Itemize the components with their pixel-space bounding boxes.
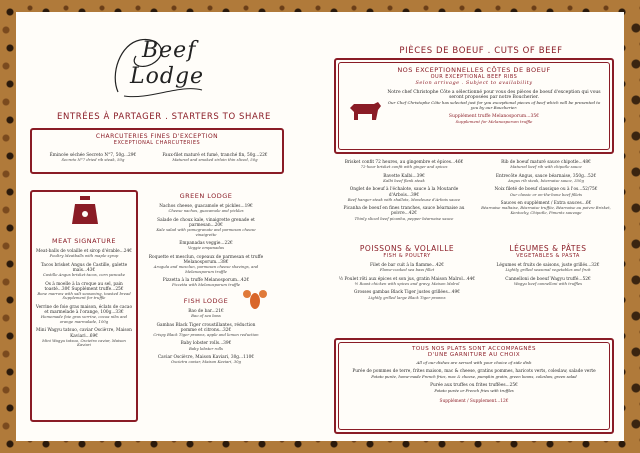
list-item	[334, 206, 474, 221]
menu-card	[16, 12, 624, 441]
list-item	[154, 153, 276, 163]
item-name: Mini Wagyu tatsuo, caviar Oscièτre, Maison Kaviari...69€	[36, 328, 132, 339]
item-name: Onglet de boeuf à l'échalote, sauce à la Moutarde d'Arbois...39€	[349, 187, 459, 198]
charcuteries-subtitle: EXCEPTIONAL CHARCUTERIES	[113, 140, 201, 146]
meat-signature-box	[30, 190, 138, 422]
item-name: Rib de boeuf maturé sauce chipotle...48€	[501, 160, 591, 165]
sides-line-1-en: Potato purée, home-made French fries, mac & cheese, pumpkin gratin, green beans, coleslaw, green salad	[371, 374, 577, 379]
item-name: Entrecôte Angus, sauce béarnaise, 350g...52€	[495, 173, 597, 179]
list-item	[35, 249, 133, 259]
green-lodge-column	[148, 192, 264, 365]
item-name: Picanha de boeuf en fines tranches, sauce béarnaise au poivre...42€	[343, 206, 465, 217]
ribs-supp-fr: Supplément truffe Melanosporum...35€	[448, 114, 540, 119]
item-en: Homemade foie gras verrine, cocoa nibs and orange marmalade, 100g	[40, 314, 128, 324]
list-item	[334, 187, 474, 202]
item-name: Sauces en supplément / Extra sauces...6€	[500, 201, 592, 207]
item-en: Kale salad with pomegranate and parmesan cheese vinaigrette	[156, 227, 256, 237]
ribs-supp-en: Supplement for Melanosporum truffle	[455, 119, 533, 124]
ribs-desc-fr: Notre chef Christophe Côte a sélectionné pour vous des pièces de boeuf d'exception qui vous seront proposées par notre Boucherier.	[387, 90, 601, 100]
list-item	[35, 263, 133, 278]
item-en: Mini Wagyu tatsuo, Oscietra caviar, Maison Kaviari	[42, 337, 126, 348]
item-name: Baby lobster rolls...39€	[180, 341, 232, 347]
beef-left-column	[334, 156, 474, 221]
beef-right-column	[478, 156, 614, 215]
meat-title: MEAT SIGNATURE	[52, 237, 116, 245]
list-item	[148, 204, 264, 214]
list-item	[478, 174, 614, 184]
ribs-inner-box	[338, 62, 610, 150]
item-en: Secreto N°7 dried rib steak, 50g	[61, 157, 125, 163]
item-name: Os à moelle à la croque au sel, pain toasté...30€ Supplément truffe...25€	[44, 281, 124, 292]
item-name: Roquette et mesclun, copeaux de parmesan et truffe Melanosporum...38€	[148, 254, 264, 265]
item-name: Tacos brisket Angus de Castille, galette maïs...43€	[40, 262, 128, 273]
sides-note: All of our dishes are served with your choice of side dish	[416, 360, 532, 365]
ribs-note: Selon arrivage . Subject to availability	[415, 80, 533, 86]
list-item	[148, 255, 264, 274]
item-en: Matured beef rib with chipotle sauce	[510, 164, 582, 170]
list-item	[334, 174, 474, 184]
item-name: Meat-balls de volaille et sirop d'érable...24€	[36, 249, 132, 254]
item-en: Arugula and mesclun, parmesan cheese shavings, and Melanosporum truffle	[153, 264, 259, 274]
item-name: Nachos cheese, guacamole et pickles...19€	[159, 204, 253, 209]
sides-title-1: TOUS NOS PLATS SONT ACCOMPAGNÉS	[411, 346, 536, 352]
item-en: Our classic or on-the-bone beef fillets	[509, 191, 583, 197]
item-en: Crispy Black Tiger prawns, apple and lemon reduction	[153, 331, 259, 337]
item-en: Oscietra caviar, Maison Kaviari, 30g	[171, 359, 241, 365]
list-item	[482, 277, 614, 287]
list-item	[148, 323, 264, 338]
item-en: Béarnaise maltaise, Béarnaise truffée, Béarnaise au poivre Brisket, Kentucky, Chipotle, Pimentz sauvage	[481, 205, 611, 215]
item-name: Bavette Kalbi...39€	[383, 173, 425, 179]
item-en: Baby lobster rolls	[189, 345, 223, 351]
list-item	[148, 218, 264, 237]
poissons-subtitle: FISH & POULTRY	[383, 253, 431, 259]
item-name: Salade de choux kale, vinaigrette grenade et parmesan...20€	[157, 217, 255, 228]
poissons-column	[334, 244, 480, 300]
item-name: Grosses gambas Black Tiger justes grillées...49€	[354, 290, 460, 296]
item-en: Poultry Meatballs with maple syrup	[49, 253, 119, 259]
list-item	[148, 341, 264, 351]
list-item	[334, 263, 480, 273]
item-en: Bao of sea bass	[191, 313, 221, 319]
item-name: Pizzetta à la truffe Melanosporum...42€	[162, 278, 250, 284]
item-en: Matured and smoked sirloin thin sliced, 50g	[172, 157, 258, 163]
sides-line-1: Purée de pommes de terre, frites maison, mac & cheese, gratins pommes, haricots verts, coleslaw, salade verte	[352, 369, 596, 374]
item-en: Flame-cooked sea bass fillet	[379, 267, 435, 273]
list-item	[478, 201, 614, 215]
item-en: ½ Roast chicken with spices and gravy, Maison Malrol	[354, 280, 460, 286]
item-name: Caviar Oscièτre, Maison Kaviari, 30g...110€	[157, 355, 255, 361]
list-item	[482, 263, 614, 273]
list-item	[334, 277, 480, 287]
list-item	[148, 278, 264, 288]
charcuteries-title: CHARCUTERIES FINES D'EXCEPTION	[95, 133, 219, 140]
sides-inner-box	[338, 342, 610, 430]
item-en: Thinly sliced beef picanha, pepper béarnaise sauce	[354, 215, 454, 221]
list-item	[334, 290, 480, 300]
lobster-icon	[242, 289, 268, 311]
item-en: Lightly grilled seasonal vegetables and fruit	[505, 267, 591, 273]
list-item	[35, 328, 133, 347]
list-item	[38, 153, 148, 163]
item-en: Kalbi beef flank steak	[383, 177, 425, 183]
sides-supp: Supplément / Supplement...12€	[439, 399, 509, 404]
logo-line-2: Lodge	[130, 64, 205, 89]
right-heading: PIÈCES DE BOEUF . CUTS OF BEEF	[399, 46, 563, 56]
sides-line-2-en: Potato purée or French fries with truffles	[434, 388, 514, 393]
sides-line-2: Purée aux truffes ou frites truffées...25€	[430, 383, 518, 388]
list-item	[478, 187, 614, 197]
item-en: Angus rib steak, béarnaise sauce, 350g	[508, 177, 584, 183]
item-name: Bao de bar...21€	[188, 308, 224, 314]
ribs-box	[334, 58, 614, 154]
ribs-title: NOS EXCEPTIONNELLES CÔTES DE BOEUF	[397, 66, 551, 74]
sides-title-2: D'UNE GARNITURE AU CHOIX	[427, 352, 521, 358]
list-item	[148, 355, 264, 365]
item-name: Verrine de foie gras maison, éclats de cacao et marmelade à l'orange, 100g...33€	[35, 304, 133, 316]
item-name: Brisket confit 72 heures, au gingembre et épices...46€	[344, 160, 464, 165]
item-name: Gambas Black Tiger croustillantes, réduction pomme et citrons...32€	[156, 322, 256, 333]
logo-line-1: Beef	[142, 38, 197, 63]
item-name: ½ Poulet rôti aux épices et son jus, gratin Maison Malrol...44€	[338, 276, 476, 282]
item-en: Bone marrow with salt seasoning, toasted bread Supplement for truffle	[37, 290, 131, 301]
item-en: Cheese nachos, guacamole and pickles	[168, 208, 244, 214]
ribs-subtitle: OUR EXCEPTIONAL BEEF RIBS	[430, 74, 518, 80]
left-heading: ENTRÉES À PARTAGER . STARTERS TO SHARE	[57, 112, 271, 122]
item-en: Pizzetta with Melanosporum truffle	[171, 282, 241, 288]
item-name: Émincée séchée Secreto N°7, 50g...29€	[49, 153, 137, 158]
legumes-title: LÉGUMES & PÂTES	[509, 244, 587, 253]
item-name: Faux-filet maturé et fumé, tranché fin, 50g...22€	[162, 153, 268, 158]
item-en: Castille Angus brisket tacos, corn pancake	[42, 272, 126, 278]
item-en: Beef hanger steak with shallots, Mondeuse d'Arbois sauce	[347, 196, 461, 202]
sides-box	[334, 338, 614, 434]
list-item	[334, 160, 474, 170]
list-item	[35, 282, 133, 301]
item-name: Filet de bar cuit à la flamme...42€	[369, 263, 445, 268]
legumes-subtitle: VEGETABLES & PASTA	[516, 253, 580, 259]
item-en: Veggie empanadas	[187, 245, 225, 251]
legumes-column	[482, 244, 614, 286]
item-en: 72-hour brisket confit with ginger and spices	[360, 164, 448, 170]
item-name: Empanadas veggie...22€	[179, 241, 233, 247]
item-name: Cannelloni de boeuf Wagyu truffé...52€	[505, 276, 591, 282]
ribs-desc-en: Our Chef Christophe Côte has selected just for you exceptional pieces of beef which will be presented to you by our Boucherier.	[387, 100, 601, 110]
item-name: Légumes et fruits de saisons, juste grillés...32€	[496, 263, 600, 268]
fish-title: FISH LODGE	[183, 296, 229, 305]
list-item	[148, 241, 264, 251]
logo	[100, 34, 205, 94]
cow-icon	[348, 100, 382, 122]
item-name: Noix fileté de boeuf classique ou à l'os...52/75€	[494, 187, 598, 193]
cow-bell-icon	[72, 196, 98, 226]
green-title: GREEN LODGE	[179, 192, 233, 200]
charcuteries-box	[30, 128, 284, 174]
poissons-title: POISSONS & VOLAILLE	[359, 244, 455, 253]
item-en: Wagyu beef cannelloni with truffles	[513, 280, 583, 286]
list-item	[35, 305, 133, 324]
item-en: Lightly grilled large Black Tiger prawns	[368, 294, 446, 300]
list-item	[478, 160, 614, 170]
